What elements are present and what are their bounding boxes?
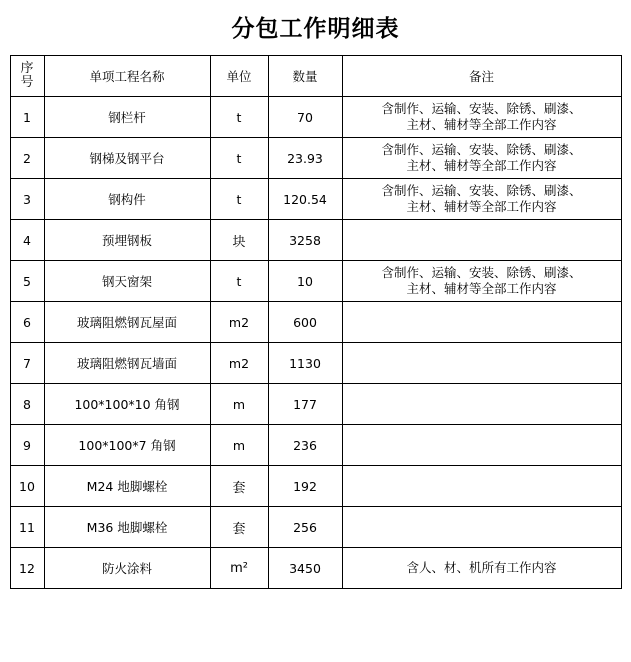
column-header-unit: 单位 [210,56,268,97]
note-line: 含制作、运输、安装、除锈、刷漆、 [381,142,582,158]
cell-item-name: 预埋钢板 [44,220,210,261]
cell-note [342,97,621,138]
cell-note [342,507,621,548]
page-title: 分包工作明细表 [231,16,400,42]
cell-note [342,179,621,220]
cell-note [342,466,621,507]
column-header-index [10,56,44,97]
cell-unit: 套 [210,466,268,507]
cell-unit: t [210,261,268,302]
cell-index: 11 [10,507,44,548]
note-line: 含制作、运输、安装、除锈、刷漆、 [381,101,582,117]
cell-item-name: 钢栏杆 [44,97,210,138]
cell-item-name: 100*100*7 角钢 [44,425,210,466]
table-row [10,343,621,384]
cell-unit: 套 [210,507,268,548]
cell-quantity: 256 [268,507,342,548]
note-line: 主材、辅材等全部工作内容 [406,199,557,214]
cell-index: 2 [10,138,44,179]
cell-quantity: 1130 [268,343,342,384]
column-header-index-line1: 序 [20,61,34,77]
table-row [10,97,621,138]
cell-quantity: 3450 [268,548,342,589]
cell-quantity: 192 [268,466,342,507]
cell-quantity: 10 [268,261,342,302]
cell-quantity: 23.93 [268,138,342,179]
cell-unit: t [210,179,268,220]
cell-quantity: 600 [268,302,342,343]
cell-unit: t [210,138,268,179]
cell-note [342,261,621,302]
table-row [10,302,621,343]
cell-index: 3 [10,179,44,220]
table-row [10,261,621,302]
cell-index: 6 [10,302,44,343]
cell-index: 1 [10,97,44,138]
subcontract-work-table [10,55,622,589]
cell-quantity: 236 [268,425,342,466]
cell-unit: m [210,384,268,425]
cell-unit: t [210,97,268,138]
table-row [10,548,621,589]
table-row [10,384,621,425]
cell-index: 8 [10,384,44,425]
cell-item-name: M24 地脚螺栓 [44,466,210,507]
table-row [10,466,621,507]
table-row [10,179,621,220]
note-line: 主材、辅材等全部工作内容 [406,281,557,296]
cell-unit: m2 [210,343,268,384]
cell-index: 12 [10,548,44,589]
column-header-name: 单项工程名称 [44,56,210,97]
cell-note [342,548,621,589]
column-header-note: 备注 [342,56,621,97]
table-header [10,56,621,97]
note-line: 含制作、运输、安装、除锈、刷漆、 [381,265,582,281]
cell-quantity: 3258 [268,220,342,261]
document-page [0,10,631,662]
table-row [10,138,621,179]
cell-item-name: 100*100*10 角钢 [44,384,210,425]
table-row [10,220,621,261]
cell-note [342,138,621,179]
cell-note [342,425,621,466]
cell-item-name: 钢天窗架 [44,261,210,302]
cell-note [342,302,621,343]
table-row [10,507,621,548]
cell-note [342,220,621,261]
cell-index: 9 [10,425,44,466]
cell-quantity: 177 [268,384,342,425]
cell-item-name: 钢梯及钢平台 [44,138,210,179]
note-line: 含人、材、机所有工作内容 [406,560,557,576]
cell-index: 5 [10,261,44,302]
cell-note [342,384,621,425]
cell-index: 10 [10,466,44,507]
cell-item-name: 钢构件 [44,179,210,220]
table-header-row [10,56,621,97]
table-row [10,425,621,466]
table-body [10,97,621,589]
cell-unit: m [210,425,268,466]
cell-note [342,343,621,384]
cell-unit: m2 [210,302,268,343]
cell-quantity: 70 [268,97,342,138]
note-line: 主材、辅材等全部工作内容 [406,117,557,132]
cell-item-name: M36 地脚螺栓 [44,507,210,548]
column-header-quantity: 数量 [268,56,342,97]
cell-index: 7 [10,343,44,384]
cell-index: 4 [10,220,44,261]
cell-unit: m² [210,548,268,589]
cell-unit: 块 [210,220,268,261]
column-header-index-line2: 号 [20,75,34,90]
cell-item-name: 玻璃阻燃钢瓦墙面 [44,343,210,384]
cell-item-name: 防火涂料 [44,548,210,589]
cell-item-name: 玻璃阻燃钢瓦屋面 [44,302,210,343]
note-line: 主材、辅材等全部工作内容 [406,158,557,173]
note-line: 含制作、运输、安装、除锈、刷漆、 [381,183,582,199]
cell-quantity: 120.54 [268,179,342,220]
